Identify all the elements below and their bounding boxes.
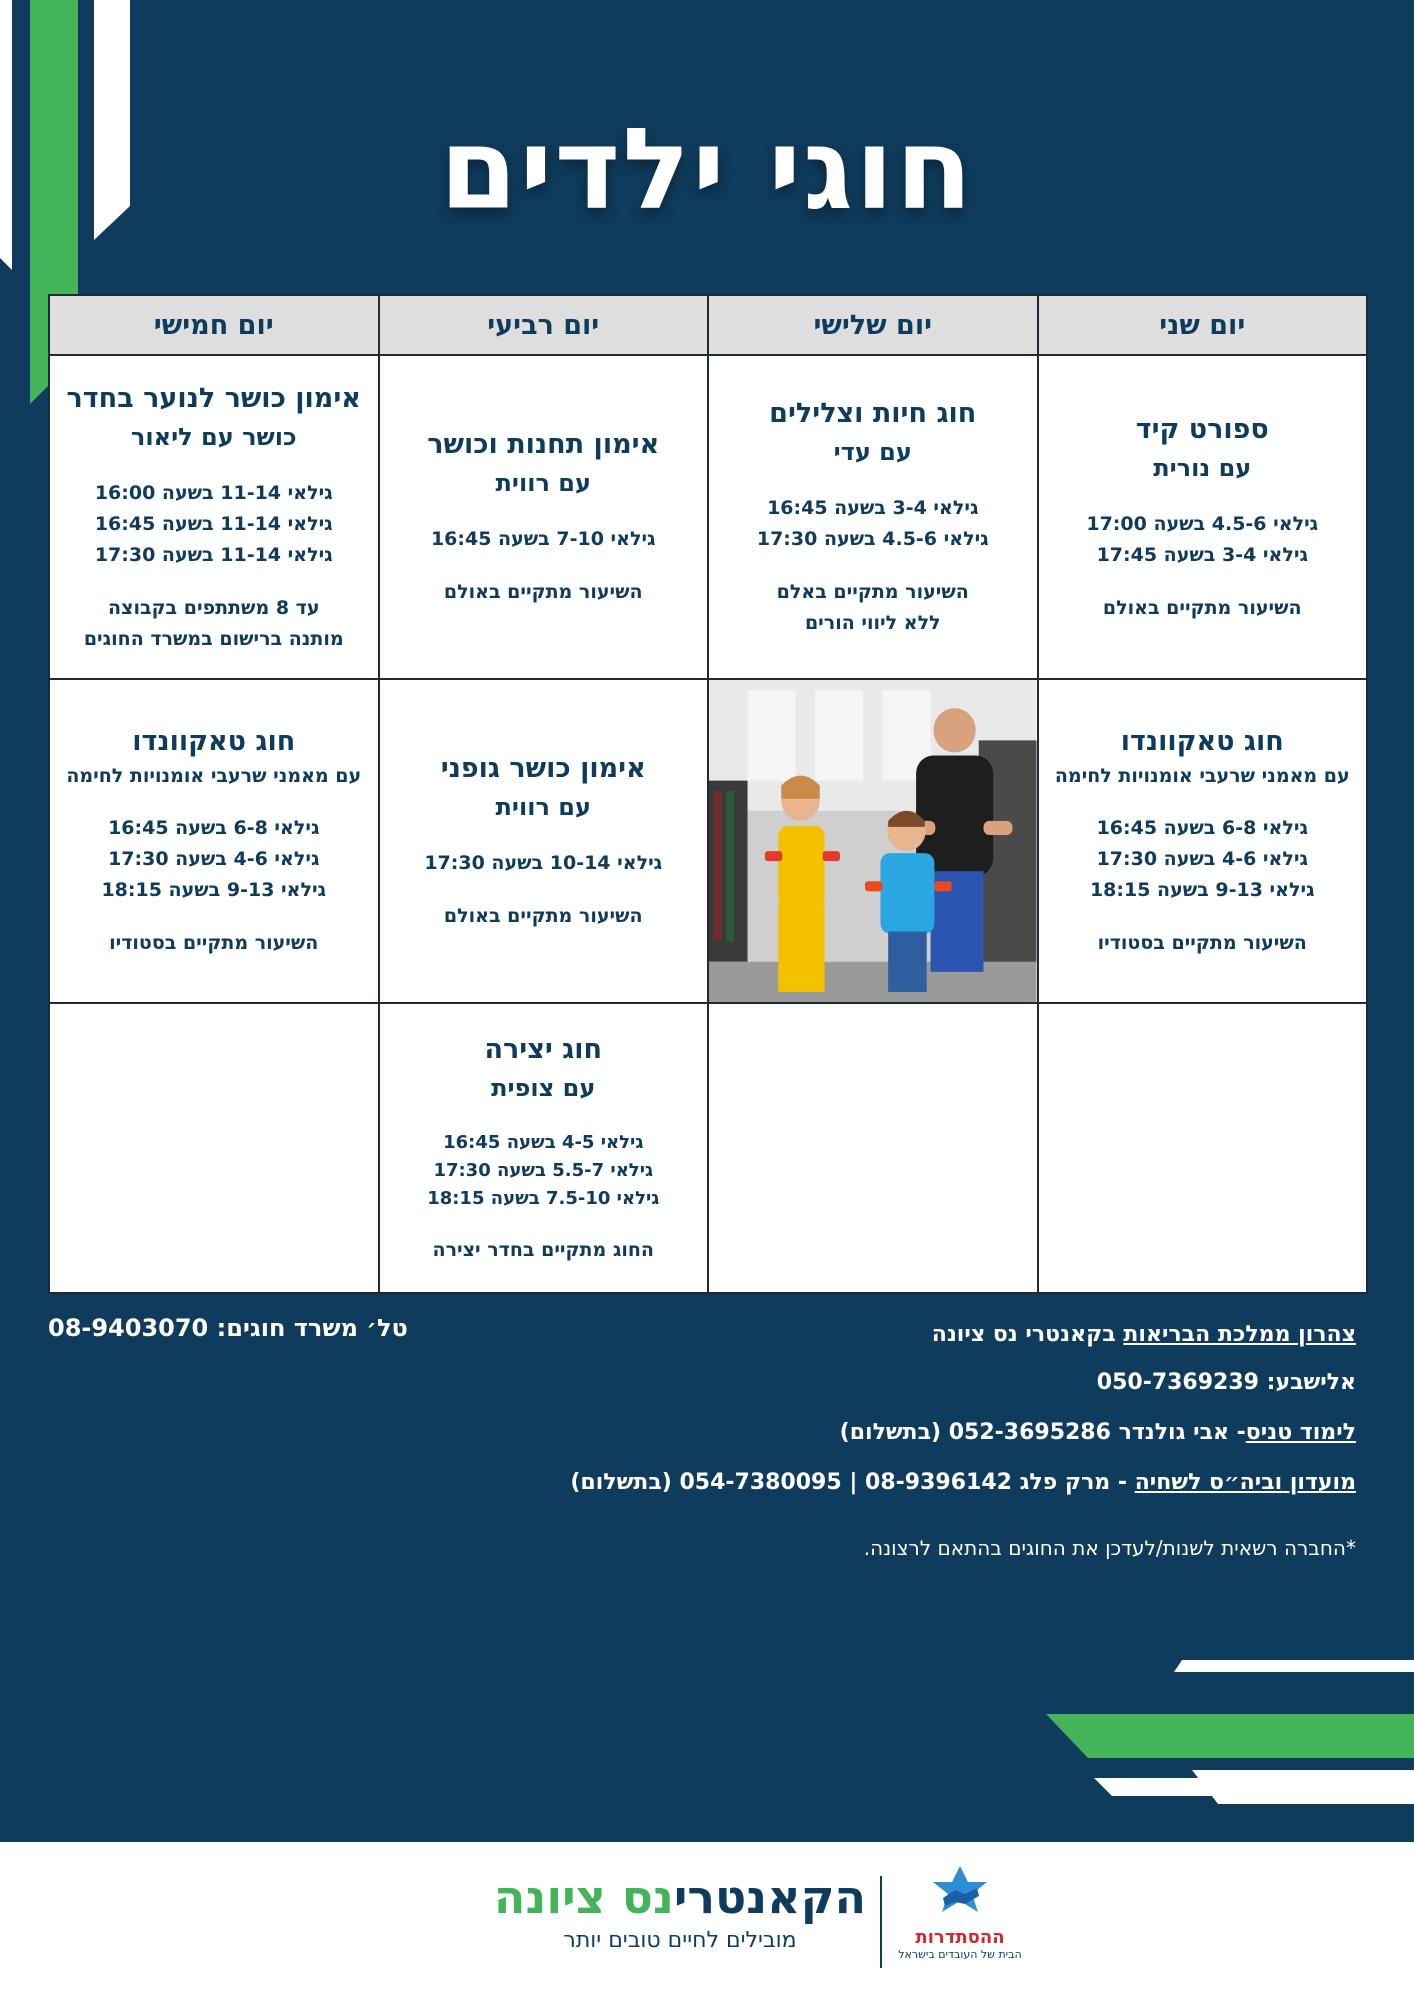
class-name: אימון כושר לנוער בחדר	[66, 382, 361, 414]
table-row	[49, 355, 1367, 679]
class-location	[58, 593, 370, 655]
disclaimer: *החברה רשאית לשנות/לעדכן את החוגים בהתאם לרצונה.	[863, 1536, 1356, 1560]
header-monday: יום שני	[1038, 295, 1368, 355]
class-cell	[708, 355, 1038, 679]
brand-name-part1: הקאנטרי	[673, 1870, 867, 1924]
class-name: אימון כושר גופני	[440, 753, 646, 784]
class-location: השיעור מתקיים בסטודיו	[1097, 932, 1307, 954]
class-cell	[1038, 679, 1368, 1003]
header-tuesday: יום שלישי	[708, 295, 1038, 355]
class-name: חוג יצירה	[484, 1033, 603, 1065]
class-location-line: השיעור מתקיים באלם	[776, 581, 969, 603]
class-trainer: עם עדי	[833, 438, 912, 466]
kids-fitness-photo-illustration	[709, 680, 1037, 1002]
class-trainer: עם נורית	[1153, 453, 1252, 482]
daycare-link[interactable]: צהרון ממלכת הבריאות	[1123, 1322, 1356, 1347]
page-title: חוגי ילדים	[439, 105, 975, 235]
class-location: השיעור מתקיים באולם	[443, 581, 643, 603]
class-slot: גילאי 7.5-10 בשעה 18:15	[427, 1187, 660, 1209]
class-name: אימון תחנות וכושר	[427, 429, 660, 460]
office-phone-label: טל׳ משרד חוגים:	[216, 1314, 408, 1342]
class-cell	[379, 1003, 709, 1293]
white-stripe-lower-right	[1192, 1770, 1414, 1804]
class-location: השיעור מתקיים באולם	[443, 905, 643, 927]
class-trainer: עם רווית	[495, 469, 591, 497]
class-slot: גילאי 9-13 בשעה 18:15	[101, 879, 327, 901]
table-row	[49, 679, 1367, 1003]
class-slot: גילאי 4.5-6 בשעה 17:30	[756, 528, 989, 550]
class-location-line: עד 8 משתתפים בקבוצה	[108, 596, 320, 619]
histadrut-name: ההסתדרות	[915, 1927, 1005, 1948]
class-trainer: עם מאמני שרעבי אומנויות לחימה	[66, 765, 362, 787]
class-location	[717, 577, 1029, 639]
class-slot: גילאי 11-14 בשעה 16:45	[94, 512, 333, 535]
white-stripe-bottom-right	[1174, 1660, 1414, 1672]
class-location: החוג מתקיים בחדר יצירה	[432, 1238, 654, 1261]
class-slot: גילאי 7-10 בשעה 16:45	[430, 528, 656, 550]
class-location-line: מותנה ברישום במשרד החוגים	[83, 627, 344, 650]
empty-cell	[49, 1003, 379, 1293]
kids-fitness-photo	[708, 679, 1038, 1003]
class-name: חוג טאקוונדו	[1120, 726, 1284, 757]
class-slot: גילאי 4.5-6 בשעה 17:00	[1086, 512, 1319, 535]
brand-name-part2: נס ציונה	[493, 1870, 674, 1924]
class-slot: גילאי 9-13 בשעה 18:15	[1089, 879, 1315, 901]
class-cell	[379, 679, 709, 1003]
class-slot: גילאי 6-8 בשעה 16:45	[108, 817, 320, 839]
footer	[0, 1842, 1414, 2000]
class-location: השיעור מתקיים באולם	[1102, 596, 1302, 619]
tennis-link[interactable]: לימוד טניס	[1245, 1420, 1356, 1445]
class-cell	[49, 679, 379, 1003]
brand-logo	[490, 1870, 870, 1953]
brand-tagline: מובילים לחיים טובים יותר	[563, 1928, 797, 1953]
schedule-table	[48, 294, 1368, 1294]
header-thursday: יום חמישי	[49, 295, 379, 355]
class-slot: גילאי 4-6 בשעה 17:30	[108, 848, 320, 870]
class-trainer: כושר עם ליאור	[130, 422, 297, 451]
swim-club-link[interactable]: מועדון וביה״ס לשחיה	[1134, 1470, 1356, 1495]
class-slot: גילאי 11-14 בשעה 16:00	[94, 481, 333, 504]
office-phone	[48, 1314, 408, 1342]
class-location: השיעור מתקיים בסטודיו	[109, 932, 319, 954]
class-cell	[49, 355, 379, 679]
histadrut-logo	[895, 1864, 1025, 1961]
class-slot: גילאי 11-14 בשעה 17:30	[94, 543, 333, 566]
class-cell	[1038, 355, 1368, 679]
office-phone-number: 08-9403070	[48, 1314, 209, 1342]
class-slot: גילאי 10-14 בשעה 17:30	[424, 852, 663, 874]
swim-club-text: - מרק פלג 08-9396142 | 054-7380095 (בתשלום)	[570, 1470, 1135, 1495]
class-name: ספורט קיד	[1135, 413, 1269, 445]
logo-divider	[880, 1876, 882, 1968]
class-slot: גילאי 5.5-7 בשעה 17:30	[433, 1159, 654, 1181]
table-header-row	[49, 295, 1367, 355]
green-stripe-bottom-right	[1046, 1714, 1414, 1758]
daycare-contact: אלישבע: 050-7369239	[1096, 1370, 1356, 1395]
class-slot: גילאי 4-5 בשעה 16:45	[443, 1131, 644, 1153]
class-slot: גילאי 6-8 בשעה 16:45	[1096, 817, 1308, 839]
star-handshake-icon	[925, 1864, 995, 1924]
class-name: חוג טאקוונדו	[132, 726, 296, 757]
class-slot: גילאי 3-4 בשעה 16:45	[767, 497, 979, 519]
empty-cell	[1038, 1003, 1368, 1293]
tennis-text: - אבי גולנדר 052-3695286 (בתשלום)	[839, 1420, 1246, 1445]
table-row	[49, 1003, 1367, 1293]
class-trainer: עם מאמני שרעבי אומנויות לחימה	[1054, 765, 1350, 787]
empty-cell	[708, 1003, 1038, 1293]
class-name: חוג חיות וצלילים	[769, 398, 977, 429]
histadrut-tagline: הבית של העובדים בישראל	[898, 1948, 1022, 1961]
class-slot: גילאי 3-4 בשעה 17:45	[1096, 543, 1308, 566]
daycare-text: בקאנטרי נס ציונה	[931, 1322, 1124, 1347]
header-wednesday: יום רביעי	[379, 295, 709, 355]
class-trainer: עם צופית	[491, 1073, 596, 1102]
class-location-line: ללא ליווי הורים	[804, 612, 941, 634]
class-trainer: עם רווית	[495, 793, 591, 821]
contact-info	[570, 1322, 1356, 1560]
class-slot: גילאי 4-6 בשעה 17:30	[1096, 848, 1308, 870]
class-cell	[379, 355, 709, 679]
